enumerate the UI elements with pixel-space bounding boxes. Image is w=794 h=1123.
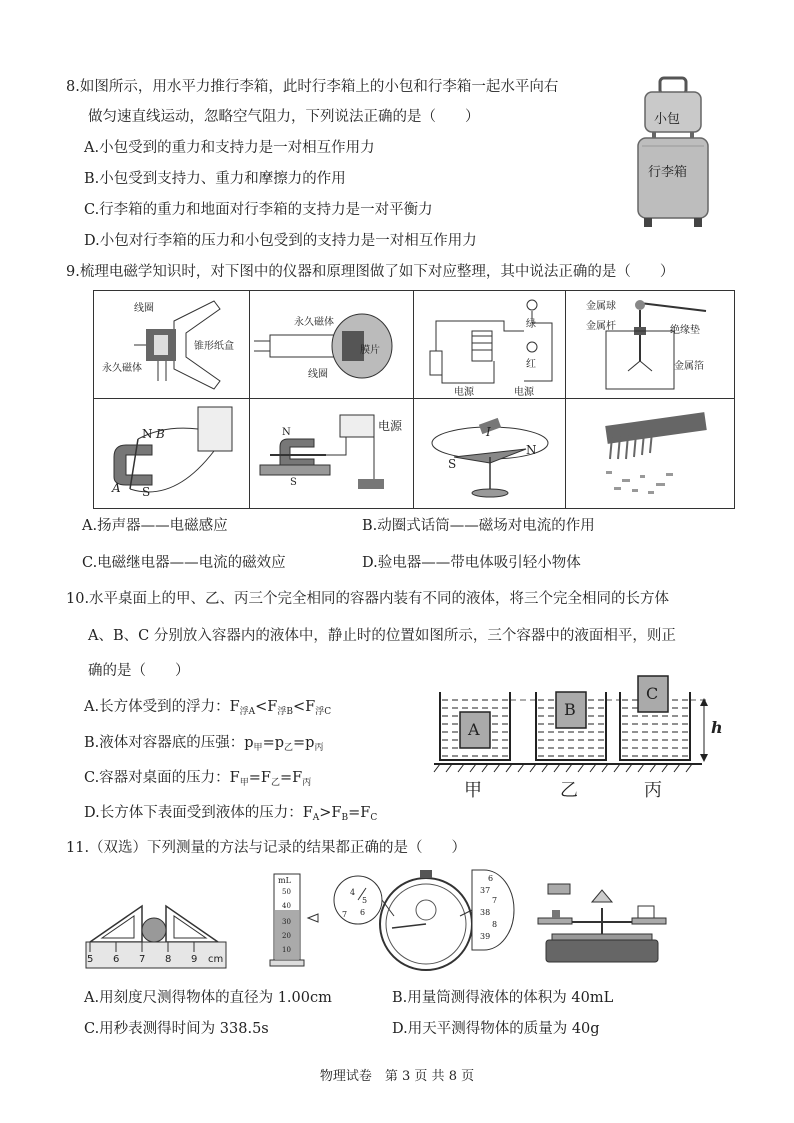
q10-c-sub1: 甲 xyxy=(239,778,249,788)
label-n2: N xyxy=(282,427,291,438)
label-i: I xyxy=(486,425,491,439)
label-n1: N xyxy=(142,427,153,441)
container-bing-label: 丙 xyxy=(644,780,662,801)
q11-option-c: C.用秒表测得时间为 338.5s xyxy=(84,1021,269,1037)
q10-option-c xyxy=(84,768,311,790)
q8-option-b: B.小包受到支持力、重力和摩擦力的作用 xyxy=(84,171,346,187)
label-mic-coil: 线圈 xyxy=(308,369,328,380)
induction-cell xyxy=(94,399,250,508)
label-diaphragm: 膜片 xyxy=(360,345,380,356)
ruler-tick-6: 6 xyxy=(113,954,120,965)
q10-d-text: D.长方体下表面受到液体的压力：F xyxy=(84,805,313,821)
q11-ruler-figure xyxy=(84,880,234,972)
cyl-50: 50 xyxy=(282,888,291,896)
cyl-unit: mL xyxy=(278,876,291,885)
microphone-cell xyxy=(250,291,414,399)
q10-a-sub2: 浮B xyxy=(277,707,293,717)
q11-option-b: B.用量筒测得液体的体积为 40mL xyxy=(392,990,614,1006)
ruler-tick-5: 5 xyxy=(87,954,94,965)
ruler-tick-9: 9 xyxy=(191,954,198,965)
q10-d-eq: =F xyxy=(348,805,371,821)
watch-l-6: 6 xyxy=(360,908,366,917)
q11-option-a: A.用刻度尺测得物体的直径为 1.00cm xyxy=(84,990,332,1006)
electroscope-cell xyxy=(566,291,734,399)
q11-stem: 11.（双选）下列测量的方法与记录的结果都正确的是（ ） xyxy=(66,840,467,856)
speaker-cell xyxy=(94,291,250,399)
q10-a-lt1: <F xyxy=(255,699,278,715)
q10-b-eq1: =p xyxy=(262,735,284,751)
q9-stem: 9.梳理电磁学知识时，对下图中的仪器和原理图做了如下对应整理，其中说法正确的是（ ） xyxy=(66,264,675,280)
watch-r-6: 6 xyxy=(488,874,494,883)
q10-d-gt: >F xyxy=(319,805,342,821)
q8-option-d: D.小包对行李箱的压力和小包受到的支持力是一对相互作用力 xyxy=(84,233,477,249)
suitcase-label: 行李箱 xyxy=(648,165,688,180)
q10-c-sub3: 丙 xyxy=(302,778,312,788)
label-power1: 电源 xyxy=(454,387,474,398)
watch-l-4: 4 xyxy=(350,888,356,897)
q8-stem-line1: 8.如图所示，用水平力推行李箱，此时行李箱上的小包和行李箱一起水平向右 xyxy=(66,79,559,95)
q10-option-b xyxy=(84,733,323,755)
label-n3: N xyxy=(526,443,537,457)
label-s1: S xyxy=(142,485,151,499)
container-yi-label: 乙 xyxy=(560,780,578,801)
q10-b-eq2: =p xyxy=(293,735,315,751)
block-b-label: B xyxy=(564,700,576,719)
watch-l-7: 7 xyxy=(342,910,348,919)
comb-cell xyxy=(566,399,734,508)
q10-stem-line2: A、B、C 分别放入容器内的液体中，静止时的位置如图所示，三个容器中的液面相平，则正 xyxy=(88,628,676,644)
q11-option-d: D.用天平测得物体的质量为 40g xyxy=(392,1021,600,1037)
watch-r-37: 37 xyxy=(480,886,491,895)
q8-stem-line2: 做匀速直线运动，忽略空气阻力，下列说法正确的是（ ） xyxy=(88,109,480,125)
label-power2: 电源 xyxy=(514,387,534,398)
q10-a-sub1: 浮A xyxy=(239,707,256,717)
label-red: 红 xyxy=(526,359,536,370)
label-cone: 锥形纸盒 xyxy=(194,341,234,352)
label-magnet: 永久磁体 xyxy=(102,363,142,374)
q10-c-eq1: =F xyxy=(248,770,271,786)
q11-stopwatch-figure xyxy=(332,860,522,975)
q8-option-a: A.小包受到的重力和支持力是一对相互作用力 xyxy=(84,140,375,156)
q10-containers-figure xyxy=(430,672,730,802)
q10-d-sub2: B xyxy=(341,813,349,823)
q10-b-sub1: 甲 xyxy=(253,743,263,753)
ruler-unit: cm xyxy=(208,954,224,965)
q11-cylinder-figure xyxy=(268,870,328,970)
block-a-label: A xyxy=(468,720,480,739)
cyl-40: 40 xyxy=(282,902,291,910)
q9-option-d: D.验电器——带电体吸引轻小物体 xyxy=(362,555,581,571)
q10-option-d xyxy=(84,803,377,825)
q10-option-a xyxy=(84,697,331,719)
q10-a-text: A.长方体受到的浮力：F xyxy=(84,699,240,715)
q11-balance-figure xyxy=(532,878,672,973)
q10-c-text: C.容器对桌面的压力：F xyxy=(84,770,240,786)
ruler-tick-8: 8 xyxy=(165,954,172,965)
label-pad: 绝缘垫 xyxy=(670,325,700,336)
label-s2: S xyxy=(290,477,297,488)
label-b1: B xyxy=(156,427,165,441)
ruler-tick-7: 7 xyxy=(139,954,146,965)
q10-b-sub2: 乙 xyxy=(284,743,294,753)
watch-r-38: 38 xyxy=(480,908,491,917)
q9-option-a: A.扬声器——电磁感应 xyxy=(82,518,228,534)
q8-suitcase-figure xyxy=(630,76,715,231)
oersted-cell xyxy=(414,399,566,508)
bag-label: 小包 xyxy=(654,112,681,127)
label-s3: S xyxy=(448,457,457,471)
q10-c-sub2: 乙 xyxy=(270,778,280,788)
q8-option-c: C.行李箱的重力和地面对行李箱的支持力是一对平衡力 xyxy=(84,202,433,218)
watch-l-5: 5 xyxy=(362,896,368,905)
label-mic-magnet: 永久磁体 xyxy=(294,317,334,328)
watch-r-7: 7 xyxy=(492,896,498,905)
q10-c-eq2: =F xyxy=(280,770,303,786)
q10-a-lt2: <F xyxy=(292,699,316,715)
cyl-30: 30 xyxy=(282,918,291,926)
label-rod: 金属杆 xyxy=(586,321,616,332)
q10-d-sub3: C xyxy=(370,813,378,823)
block-c-label: C xyxy=(646,684,659,703)
label-green: 绿 xyxy=(526,319,536,330)
q9-figure-grid xyxy=(93,290,735,509)
label-ball: 金属球 xyxy=(586,301,616,312)
cyl-10: 10 xyxy=(282,946,291,954)
q10-stem-line1: 10.水平桌面上的甲、乙、丙三个完全相同的容器内装有不同的液体，将三个完全相同的长方体 xyxy=(66,591,670,607)
q10-stem-line3: 确的是（ ） xyxy=(88,663,190,679)
watch-r-8: 8 xyxy=(492,920,498,929)
label-a1: A xyxy=(112,481,121,495)
motor-cell xyxy=(250,399,414,508)
q10-a-sub3: 浮C xyxy=(315,707,332,717)
h-label: h xyxy=(711,718,723,737)
cyl-20: 20 xyxy=(282,932,291,940)
container-jia-label: 甲 xyxy=(464,780,482,801)
q9-option-c: C.电磁继电器——电流的磁效应 xyxy=(82,555,286,571)
q10-b-sub3: 丙 xyxy=(314,743,324,753)
q10-d-sub1: A xyxy=(312,813,320,823)
watch-r-39: 39 xyxy=(480,932,491,941)
page-footer: 物理试卷 第 3 页 共 8 页 xyxy=(319,1069,475,1084)
label-coil: 线圈 xyxy=(134,303,154,314)
relay-cell xyxy=(414,291,566,399)
q10-b-text: B.液体对容器底的压强：p xyxy=(84,735,254,751)
label-power3: 电源 xyxy=(378,419,403,433)
q9-option-b: B.动圈式话筒——磁场对电流的作用 xyxy=(362,518,595,534)
label-foil: 金属箔 xyxy=(674,361,704,372)
